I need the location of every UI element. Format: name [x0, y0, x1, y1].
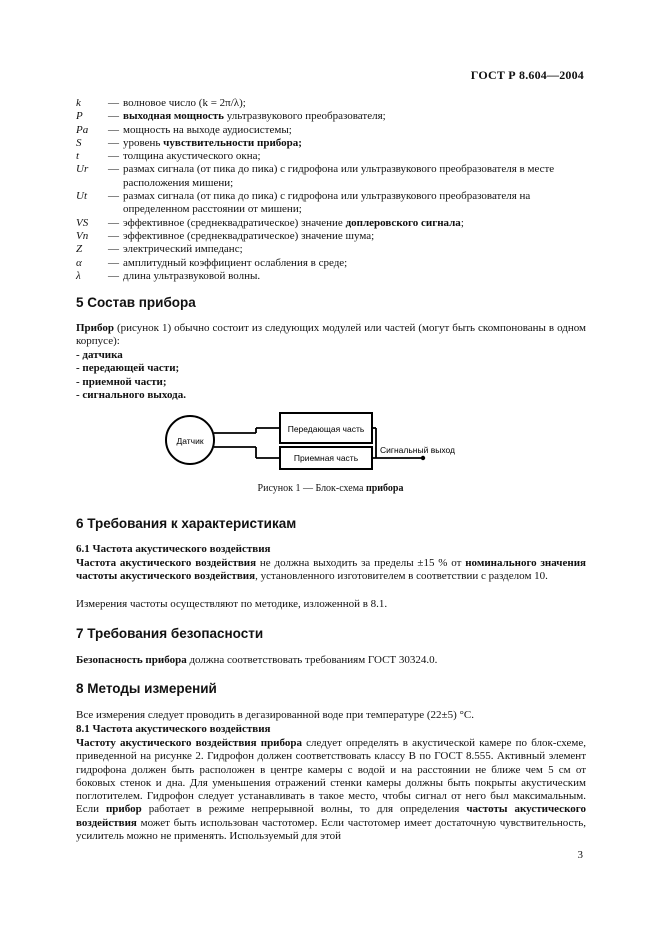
definition-text: мощность на выходе аудиосистемы;	[123, 123, 292, 136]
subsection-6-1: 6.1 Частота акустического воздействия	[76, 543, 271, 555]
definition-text: размах сигнала (от пика до пика) с гидрофона или ультразвукового преобразователя в месте расположения мишени;	[123, 163, 555, 189]
standard-header: ГОСТ Р 8.604—2004	[470, 68, 584, 82]
symbol: Z	[76, 243, 83, 256]
definition-row: Ut — размах сигнала (от пика до пика) с гидрофона или ультразвукового преобразователя на определенном расстоянии от мишени;	[76, 190, 588, 217]
definition-text: электрический импеданс;	[123, 243, 243, 256]
section-6-paragraph-2: Измерения частоты осуществляют по методике, изложенной в 8.1.	[76, 598, 388, 610]
figure-caption: Рисунок 1 — Блок-схема прибора	[257, 483, 404, 494]
definition-row: k — волновое число (k = 2π/λ);	[76, 97, 588, 110]
symbol: Ur	[76, 163, 89, 176]
definition-row: Pa — мощность на выходе аудиосистемы;	[76, 124, 588, 137]
definition-row: VS — эффективное (среднеквадратическое) значение доплеровского сигнала;	[76, 216, 464, 229]
section-8-title: 8 Методы измерений	[76, 681, 217, 696]
definition-text: эффективное (среднеквадратическое) значение	[123, 216, 346, 229]
definition-text: толщина акустического окна;	[123, 150, 261, 163]
symbol-definitions	[76, 97, 588, 283]
symbol: Vn	[76, 229, 89, 242]
definition-row: P — выходная мощность ультразвукового преобразователя;	[76, 110, 386, 123]
section-6-title: 6 Требования к характеристикам	[76, 516, 297, 531]
symbol: λ	[76, 269, 81, 282]
symbol: S	[76, 136, 82, 149]
symbol: P	[76, 110, 83, 123]
definition-text: амплитудный коэффициент ослабления в среде;	[123, 256, 348, 269]
section-6-paragraph: Частота акустического воздействия не должна выходить за пределы ±15 % от номинального значения частоты акустического воздействия, установленного изготовителем в соответствии с разделом 10.	[76, 557, 587, 583]
symbol: VS	[76, 216, 89, 229]
definition-text: длина ультразвуковой волны.	[123, 269, 261, 282]
definition-text: волновое число (k = 2π/λ);	[123, 97, 246, 109]
symbol: k	[76, 97, 81, 109]
module-list	[76, 349, 186, 402]
page-number: 3	[577, 849, 583, 861]
definition-row: Vn — эффективное (среднеквадратическое) значение шума;	[76, 230, 588, 243]
sensor-label: Датчик	[176, 436, 204, 446]
symbol: Ut	[76, 190, 87, 203]
transmit-label: Передающая часть	[287, 424, 365, 434]
section-8-paragraph: Все измерения следует проводить в дегазированной воде при температуре (22±5) °С.	[76, 709, 474, 721]
receive-label: Приемная часть	[293, 453, 359, 463]
definition-row: S — уровень чувствительности прибора;	[76, 136, 302, 149]
definition-bold: доплеровского сигнала	[345, 216, 461, 229]
definition-row: Ur — размах сигнала (от пика до пика) с гидрофона или ультразвукового преобразователя в месте расположения мишени;	[76, 163, 588, 190]
section-7-paragraph: Безопасность прибора должна соответствовать требованиям ГОСТ 30324.0.	[76, 654, 438, 666]
list-item: - передающей части;	[76, 362, 180, 375]
definition-row: Z — электрический импеданс;	[76, 243, 588, 256]
definition-row: α — амплитудный коэффициент ослабления в среде;	[76, 257, 588, 270]
output-terminal	[421, 456, 425, 460]
subsection-8-1: 8.1 Частота акустического воздействия	[76, 723, 271, 735]
section-7-title: 7 Требования безопасности	[76, 626, 264, 641]
definition-text: ;	[460, 216, 464, 229]
symbol: Pa	[76, 123, 89, 136]
section-5-intro: Прибор (рисунок 1) обычно состоит из следующих модулей или частей (могут быть скомпонованы в одном корпусе):	[76, 322, 586, 348]
definition-row: λ — длина ультразвуковой волны.	[76, 270, 588, 283]
list-item: - сигнального выхода.	[76, 388, 186, 401]
definition-text: эффективное (среднеквадратическое) значение шума;	[123, 229, 375, 242]
definition-text: ультразвукового преобразователя;	[223, 110, 386, 123]
block-diagram	[160, 408, 480, 476]
list-item: - приемной части;	[76, 375, 167, 388]
section-8-1-paragraph: Частоту акустического воздействия прибора следует определять в акустической камере по блок-схеме, приведенной на рисунке 2. Гидрофон должен соответствовать классу В по ГОСТ 8.555. Активный элемент гидрофона должен быть расположен в центре камеры с водой и на расстоянии не ближе чем 5 см от боковых стенок и дна. Для уменьшения отражений стенки камеры должны быть покрыты акустическим поглотителем. Гидрофон следует устанавливать в такое место, чтобы сигнал от него был максимальным. Если прибор работает в режиме непрерывной волны, то для определения частоты акустического воздействия может быть использован частотомер. Если частотомер имеет достаточную чувствительность, усилитель можно не применять. Используемый для этой	[76, 737, 586, 843]
list-item: - датчика	[76, 349, 123, 361]
definition-row: t — толщина акустического окна;	[76, 150, 588, 163]
definition-bold: чувствительности прибора;	[163, 136, 302, 149]
output-label: Сигнальный выход	[380, 445, 455, 455]
definition-bold: выходная мощность	[123, 110, 224, 123]
symbol: α	[76, 256, 82, 269]
definition-text: размах сигнала (от пика до пика) с гидрофона или ультразвукового преобразователя на определенном расстоянии от мишени;	[123, 190, 531, 216]
definition-text: уровень	[123, 136, 164, 149]
symbol: t	[76, 150, 80, 163]
section-5-title: 5 Состав прибора	[76, 295, 196, 310]
